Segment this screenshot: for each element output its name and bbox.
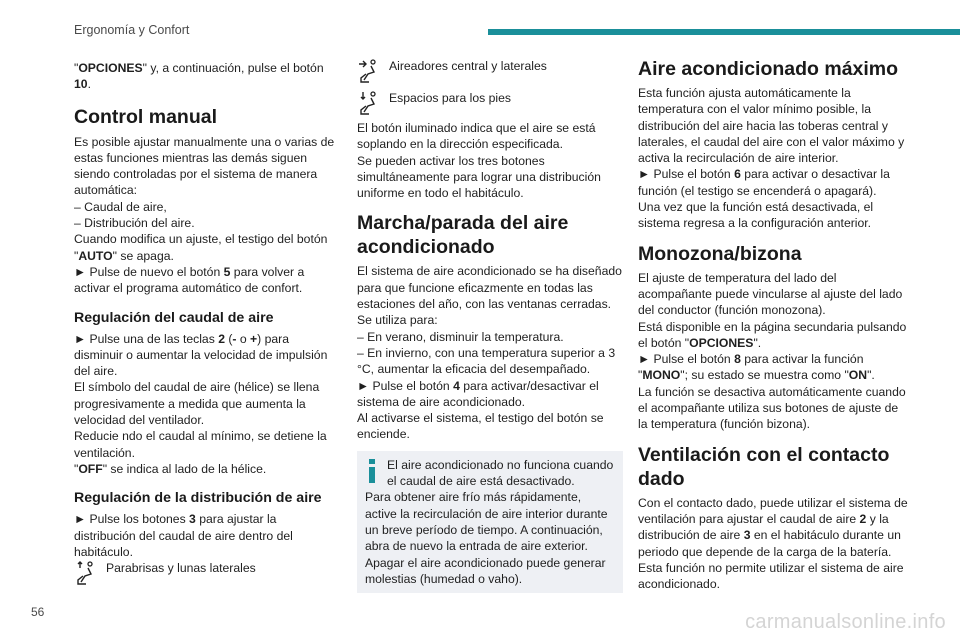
paragraph: ► Pulse el botón 4 para activar/desactivar el sistema de aire acondicionado. <box>357 378 599 409</box>
paragraph: Al activarse el sistema, el testigo del botón se enciende. <box>357 411 604 442</box>
paragraph: Una vez que la función está desactivada, el sistema regresa a la configuración anterior. <box>638 200 874 231</box>
distribution-option-pies <box>357 90 623 116</box>
section-title: Ergonomía y Confort <box>74 23 190 37</box>
heading-aire-maximo: Aire acondicionado máximo <box>638 58 899 80</box>
heading-marcha: Marcha/parada del aire acondicionado <box>357 212 569 259</box>
paragraph: El símbolo del caudal de aire (hélice) se llena progresivamente a medida que aumenta la velocidad del ventilador. <box>74 380 320 428</box>
column-3 <box>638 60 910 592</box>
paragraph: El sistema de aire acondicionado se ha diseñado para que funcione eficazmente en todas las estaciones del año, con las ventanas cerradas. <box>357 264 622 312</box>
paragraph: ► Pulse una de las teclas 2 (- o +) para disminuir o aumentar la velocidad de impulsión del aire. <box>74 331 328 379</box>
watermark: carmanualsonline.info <box>745 611 946 633</box>
info-text: Para obtener aire frío más rápidamente, active la recirculación de aire interior durante un breve período de tiempo. A continuación, abra de nuevo la entrada de aire exterior. <box>365 490 608 554</box>
paragraph: Con el contacto dado, puede utilizar el sistema de ventilación para ajustar el caudal de aire 2 y la distribución de aire 3 en el habitáculo durante un periodo que depende de la carga de la batería. <box>638 495 908 559</box>
info-text: El aire acondicionado no funciona cuando el caudal de aire está desactivado. <box>387 457 614 489</box>
paragraph: ► Pulse el botón 8 para activar la función "MONO"; su estado se muestra como "ON". <box>638 352 875 383</box>
column-2 <box>357 60 623 593</box>
paragraph: – Caudal de aire, <box>74 199 167 214</box>
paragraph: ► Pulse el botón 6 para activar o desactivar la función (el testigo se encenderá o apagará). <box>638 167 890 198</box>
paragraph: Esta función ajusta automáticamente la temperatura con el valor mínimo posible, la distribución del aire hacia las toberas central y laterales, el caudal del aire con el valor máximo y activa la recirculación de aire interior. <box>638 86 905 166</box>
paragraph: Reducie ndo el caudal al mínimo, se detiene la ventilación. <box>74 429 327 460</box>
option-label: Aireadores central y laterales <box>389 59 547 73</box>
distribution-option-aireadores <box>357 58 623 84</box>
header-accent-bar <box>488 29 960 35</box>
paragraph: Es posible ajustar manualmente una o varias de estas funciones mientras las demás siguen siendo controladas por el sistema de manera automática: <box>74 134 335 198</box>
windshield-airflow-icon <box>74 560 98 586</box>
paragraph: Cuando modifica un ajuste, el testigo del botón "AUTO" se apaga. <box>74 232 328 263</box>
heading-control-manual: Control manual <box>74 105 218 128</box>
paragraph: – Distribución del aire. <box>74 216 195 231</box>
paragraph: Se pueden activar los tres botones simultáneamente para lograr una distribución uniforme en todo el habitáculo. <box>357 153 601 201</box>
paragraph: – En verano, disminuir la temperatura. <box>357 329 564 344</box>
page-number: 56 <box>31 605 45 619</box>
distribution-option-parabrisas <box>74 560 336 586</box>
info-text: Apagar el aire acondicionado puede generar molestias (humedad o vaho). <box>365 555 606 586</box>
paragraph: Se utiliza para: <box>357 313 438 328</box>
paragraph: El botón iluminado indica que el aire se está soplando en la dirección especificada. <box>357 121 596 152</box>
paragraph: – En invierno, con una temperatura superior a 3 °C, aumentar la eficacia del desempañado. <box>357 345 616 377</box>
face-vent-airflow-icon <box>357 58 381 84</box>
paragraph: El ajuste de temperatura del lado del acompañante puede vincularse al ajuste del lado del conductor (función monozona). <box>638 270 903 318</box>
paragraph: "OFF" se indica al lado de la hélice. <box>74 461 267 476</box>
heading-distribucion: Regulación de la distribución de aire <box>74 490 322 507</box>
paragraph: ► Pulse de nuevo el botón 5 para volver a activar el programa automático de confort. <box>74 264 305 296</box>
paragraph: ► Pulse los botones 3 para ajustar la distribución del caudal de aire dentro del habitáculo. <box>74 512 293 559</box>
info-box <box>357 451 623 593</box>
heading-caudal: Regulación del caudal de aire <box>74 309 274 326</box>
info-icon <box>365 459 379 483</box>
option-label: Parabrisas y lunas laterales <box>106 561 256 576</box>
heading-ventilacion: Ventilación con el contacto dado <box>638 443 890 490</box>
paragraph: La función se desactiva automáticamente cuando el acompañante utiliza sus botones de ajuste de la temperatura (función bizona). <box>638 384 906 432</box>
footwell-airflow-icon <box>357 90 381 116</box>
intro-paragraph: "OPCIONES" y, a continuación, pulse el botón 10. <box>74 61 324 92</box>
paragraph: Está disponible en la página secundaria pulsando el botón "OPCIONES". <box>638 319 907 350</box>
heading-monozona: Monozona/bizona <box>638 242 802 265</box>
column-1 <box>74 60 336 586</box>
paragraph: Esta función no permite utilizar el sistema de aire acondicionado. <box>638 560 904 592</box>
option-label: Espacios para los pies <box>389 91 511 105</box>
